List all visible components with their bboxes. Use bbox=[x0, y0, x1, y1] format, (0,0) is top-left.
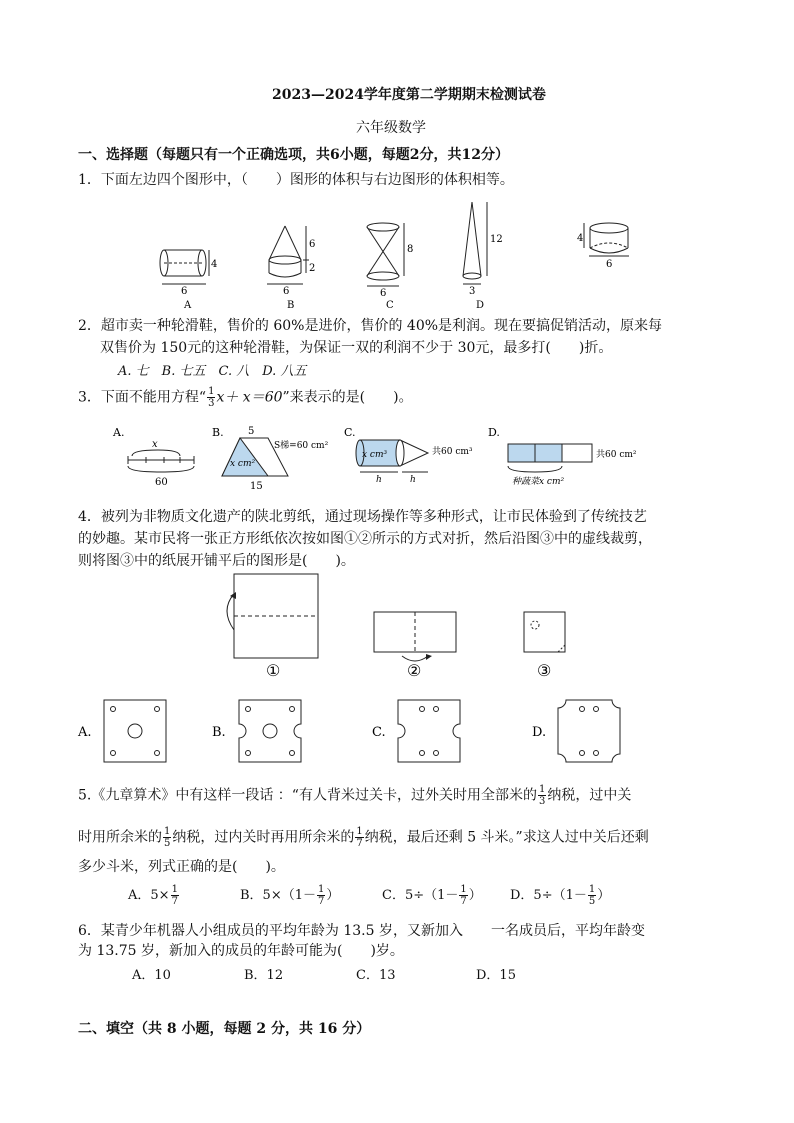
q6-line1: 6．某青少年机器人小组成员的平均年龄为 13.5 岁，又新加入 一名成员后，平均年龄变 bbox=[78, 923, 645, 939]
q3-d-total: 共60 cm² bbox=[596, 450, 637, 460]
q1-figure-c bbox=[367, 223, 404, 286]
q5-frac-1-7: $\frac{1}{7}$ bbox=[356, 826, 363, 849]
q1-d-h: 12 bbox=[490, 234, 503, 245]
q5-option-a: A．5× $\frac{1}{7}$ bbox=[128, 884, 178, 907]
q2-line2: 双售价为 150元的这种轮滑鞋，为保证一双的利润不少于 30元，最多打( )折。 bbox=[100, 340, 613, 356]
q5-line3: 多少斗米，列式正确的是( )。 bbox=[78, 859, 285, 875]
q4-fig1-label: ① bbox=[266, 661, 281, 680]
q3-a-diagram bbox=[128, 450, 194, 472]
q1-b-cyl-h: 2 bbox=[309, 263, 316, 274]
q1-text: 1．下面左边四个图形中，（ ）图形的体积与右边图形的体积相等。 bbox=[78, 172, 514, 188]
q5-option-d: D．5÷（1－ $\frac{1}{5}$ ） bbox=[510, 884, 611, 907]
q4-optB-label: B. bbox=[212, 725, 226, 740]
q3-a-label: A. bbox=[113, 426, 125, 439]
q4-fig2-rect bbox=[374, 612, 456, 652]
q1-figure-a bbox=[160, 250, 209, 284]
q3-b-bottom: 15 bbox=[250, 481, 263, 492]
q3-d-diagram bbox=[508, 444, 592, 472]
q1-ref-h: 4 bbox=[577, 233, 584, 244]
q2-options: A. 七 B. 七五 C. 八 D. 八五 bbox=[118, 364, 307, 379]
q3-c-total: 共60 cm³ bbox=[432, 447, 473, 457]
q4-figures bbox=[0, 570, 794, 770]
q5-frac-1-5: $\frac{1}{5}$ bbox=[164, 826, 171, 849]
q1-d-label: D bbox=[476, 300, 485, 311]
q6-option-d: D．15 bbox=[476, 968, 516, 983]
q1-b-label: B bbox=[287, 300, 295, 311]
q3-fraction: $\frac{1}{3}$ bbox=[208, 386, 215, 409]
q3-pre: 3．下面不能用方程“ bbox=[78, 389, 207, 406]
q1-figure-b bbox=[267, 226, 309, 284]
q6-option-c: C．13 bbox=[356, 968, 396, 983]
q1-ref-base: 6 bbox=[606, 259, 613, 270]
q1-c-h: 8 bbox=[407, 244, 414, 255]
q4-optB-figure bbox=[239, 700, 301, 762]
q3-figures bbox=[0, 418, 794, 498]
q1-b-cone-h: 6 bbox=[309, 239, 316, 250]
q3-a-total: 60 bbox=[155, 477, 168, 488]
q1-figures bbox=[0, 190, 794, 315]
q1-reference-cylinder bbox=[584, 223, 629, 256]
q4-fig3-label: ③ bbox=[537, 661, 552, 680]
q1-c-label: C bbox=[386, 300, 394, 311]
q4-line2: 的妙趣。某市民将一张正方形纸依次按如图①②所示的方式对折，然后沿图③中的虚线裁剪， bbox=[78, 531, 652, 547]
q4-line3: 则将图③中的纸展开铺平后的图形是( )。 bbox=[78, 553, 355, 569]
q5-line1: 5.《九章算术》中有这样一段话 ：“有人背米过关卡，过外关时用全部米的 $\frac{1}{3}$ 纳税，过中关 bbox=[78, 784, 632, 807]
q4-optA-figure bbox=[104, 700, 166, 762]
q6-option-a: A．10 bbox=[132, 968, 171, 983]
page-subtitle: 六年级数学 bbox=[356, 120, 426, 136]
q4-optA-label: A. bbox=[78, 725, 92, 740]
q3-stem bbox=[78, 386, 413, 409]
q3-post: ”来表示的是( )。 bbox=[282, 389, 413, 406]
q5-option-c: C．5÷（1－ $\frac{1}{7}$ ） bbox=[382, 884, 482, 907]
q3-c-inner: x cm³ bbox=[362, 450, 388, 460]
q4-optC-figure bbox=[398, 700, 460, 762]
q4-fig2-label: ② bbox=[407, 661, 422, 680]
q4-optD-label: D. bbox=[532, 725, 547, 740]
q1-figure-d bbox=[463, 202, 487, 284]
q2-line1: 2．超市卖一种轮滑鞋，售价的 60%是进价，售价的 40%是利润。现在要搞促销活动，原来每 bbox=[78, 318, 663, 334]
q5-option-b: B．5×（1－ $\frac{1}{7}$ ） bbox=[240, 884, 340, 907]
q3-b-label: B. bbox=[212, 426, 224, 439]
q4-optC-label: C. bbox=[372, 725, 386, 740]
q3-d-under: 种蔬菜x cm² bbox=[512, 477, 565, 487]
q6-option-b: B．12 bbox=[244, 968, 284, 983]
section2-heading: 二、填空（共 8 小题，每题 2 分，共 16 分） bbox=[78, 1021, 371, 1037]
q4-optD-figure bbox=[558, 700, 620, 762]
q5-line2: 时用所余米的 $\frac{1}{5}$ 纳税，过内关时再用所余米的 $\frac{1}{7}$ 纳税，最后还剩 5 斗米。”求这人过中关后还剩 bbox=[78, 826, 649, 849]
q1-c-base: 6 bbox=[380, 288, 387, 299]
q3-b-inner: x cm² bbox=[230, 459, 256, 469]
q3-c-h1: h bbox=[376, 475, 382, 485]
q3-d-label: D. bbox=[488, 426, 500, 439]
q3-b-shaded-triangle bbox=[222, 438, 268, 476]
q1-a-h: 4 bbox=[211, 259, 218, 270]
q3-a-x: x bbox=[152, 439, 158, 450]
q1-a-label: A bbox=[184, 300, 192, 311]
q4-line1: 4．被列为非物质文化遗产的陕北剪纸，通过现场操作等多种形式，让市民体验到了传统技艺 bbox=[78, 509, 647, 525]
q3-b-area: S梯=60 cm² bbox=[274, 441, 329, 451]
q3-eq: x＋ x＝60 bbox=[216, 389, 283, 406]
page-title: 2023—2024学年度第二学期期末检测试卷 bbox=[272, 87, 546, 103]
q1-b-base: 6 bbox=[283, 286, 290, 297]
q5-frac-1-3: $\frac{1}{3}$ bbox=[538, 784, 546, 807]
q3-c-h2: h bbox=[410, 475, 416, 485]
q4-fig3-square bbox=[524, 612, 565, 652]
q6-line2: 为 13.75 岁，新加入的成员的年龄可能为( )岁。 bbox=[78, 943, 404, 959]
q3-c-label: C. bbox=[344, 426, 356, 439]
section1-heading: 一、选择题（每题只有一个正确选项，共6小题，每题2分，共12分） bbox=[78, 147, 509, 163]
q1-a-len: 6 bbox=[181, 286, 188, 297]
q1-d-base: 3 bbox=[469, 286, 476, 297]
q3-b-top: 5 bbox=[248, 426, 255, 437]
